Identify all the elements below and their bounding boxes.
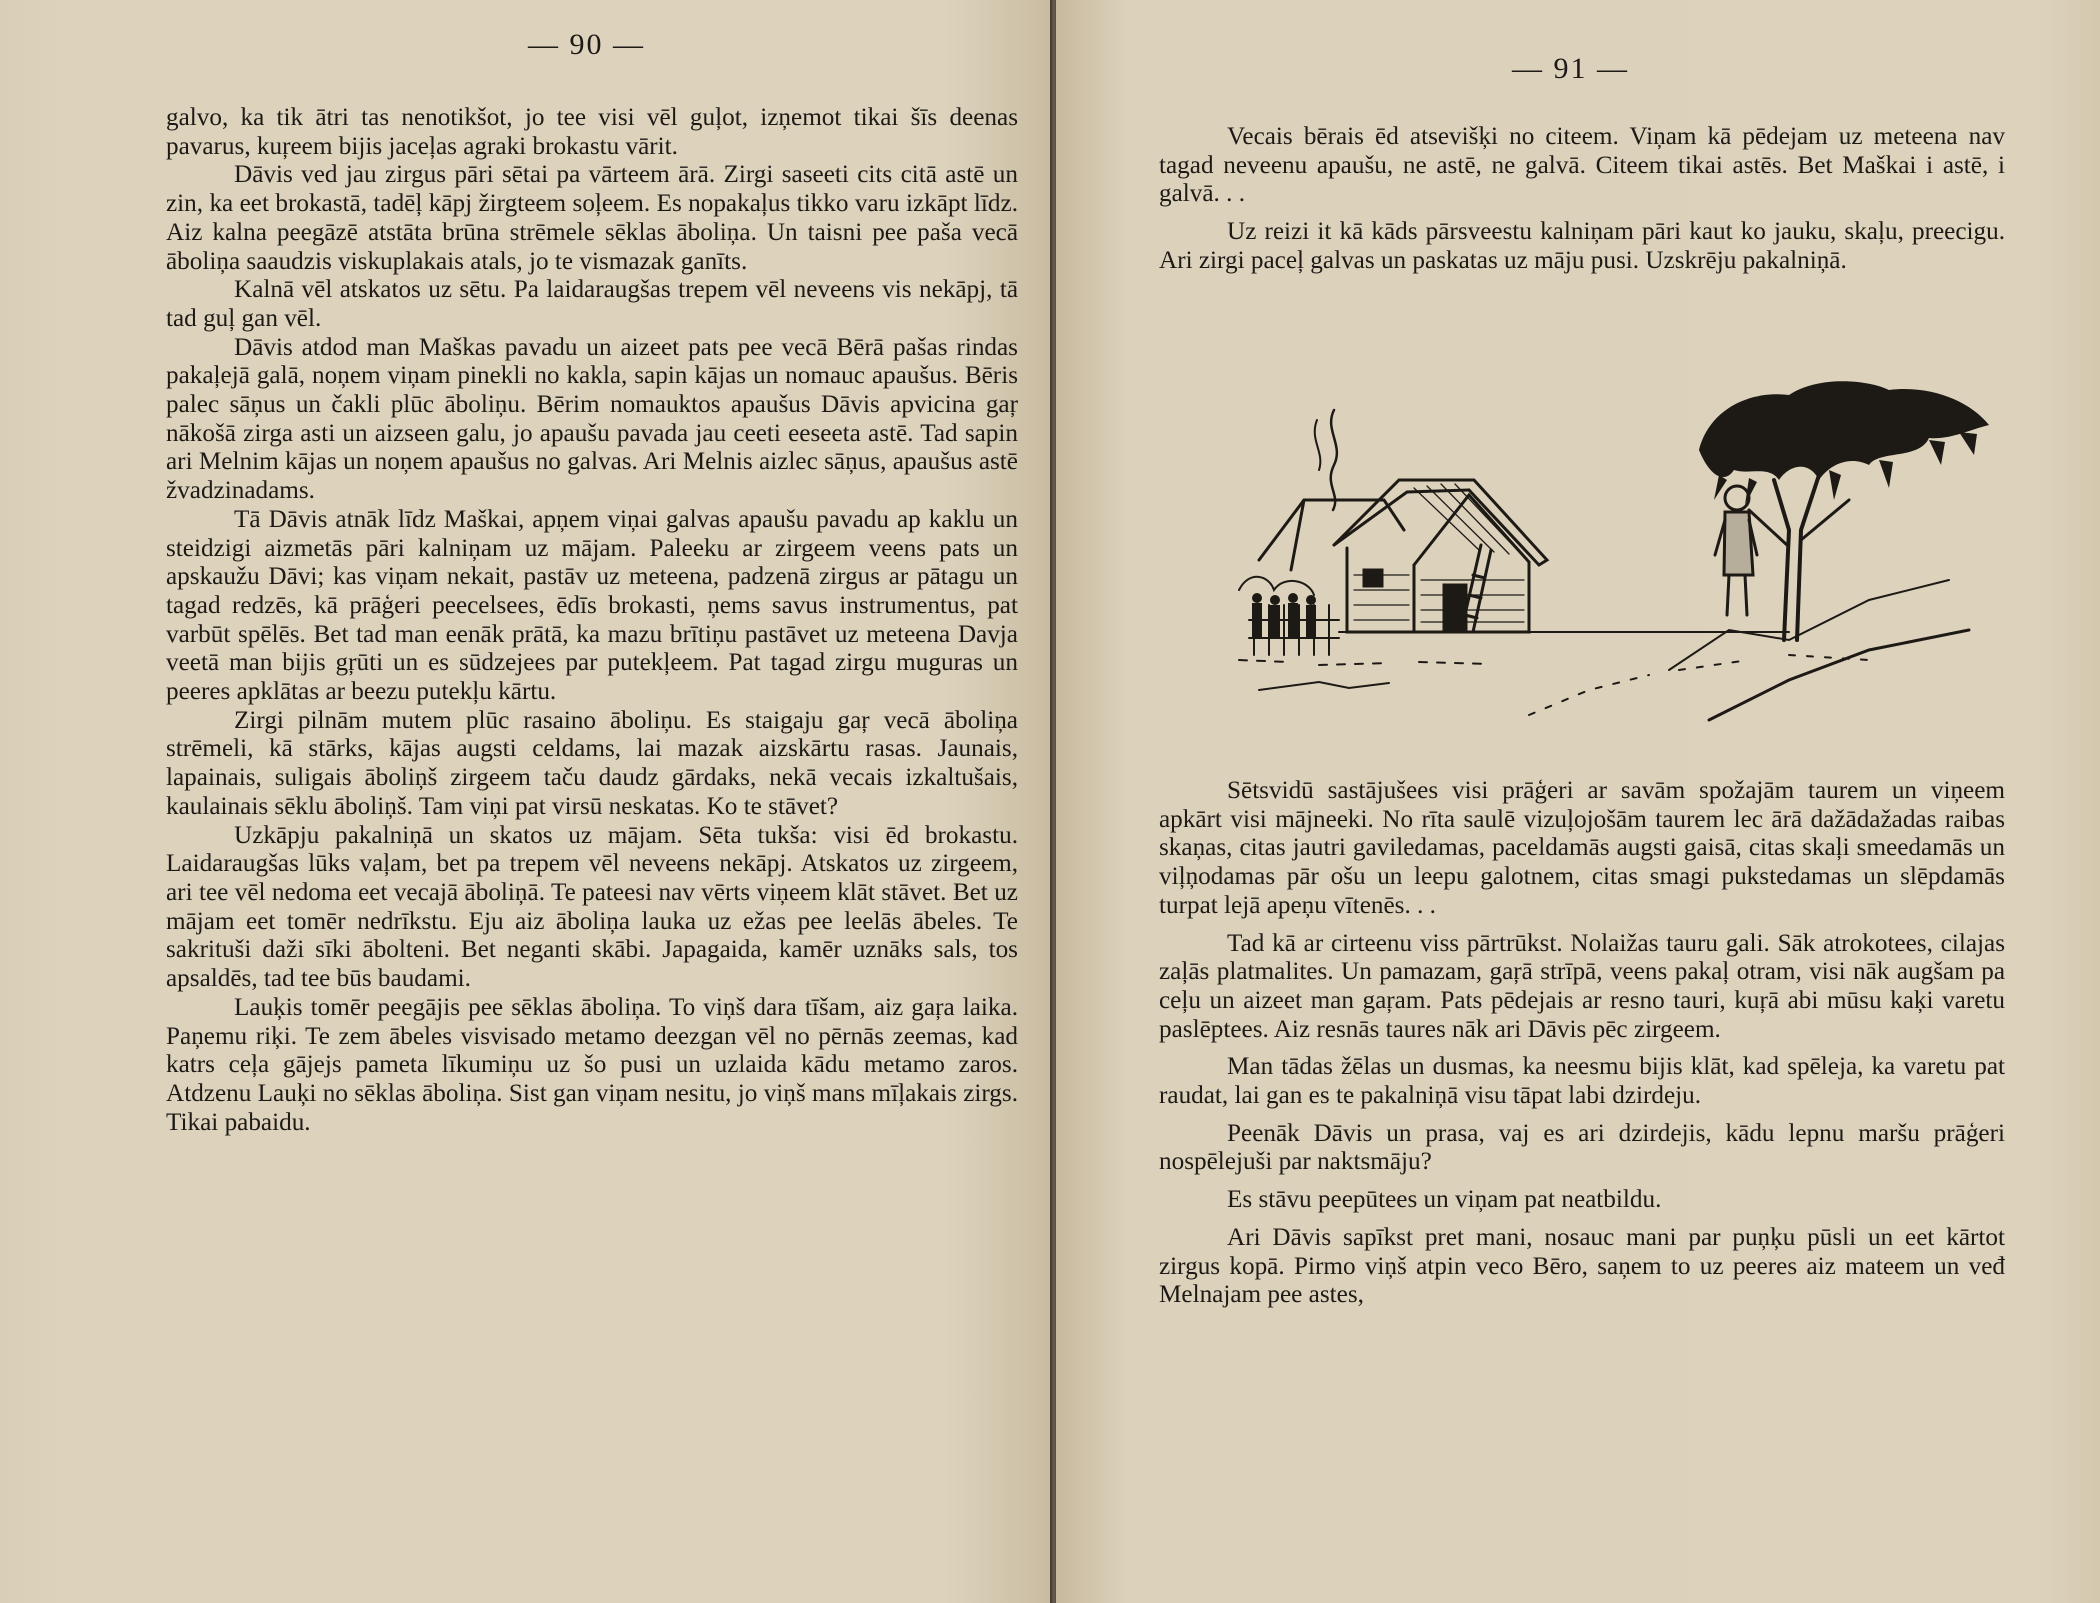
right-page-text-bottom bbox=[1159, 777, 2005, 1310]
left-page-text bbox=[166, 104, 1018, 1137]
right-page-text-top bbox=[1159, 123, 2005, 276]
paragraph: Zirgi pilnām mutem plūc rasaino āboliņu. Es staigaju gaŗ vecā āboliņa strēmeli, kā stārks, kājas augsti celdams, lai mazak aizskārtu rasas. Jaunais, lapainais, suligais āboliņš zirgeem taču daudz gārdaks, nekā vecais izkaltušais, kaulainais sēklu āboliņš. Tam viņi pat virsū neskatas. Ko te stāvet? bbox=[166, 706, 1018, 820]
paragraph: Vecais bērais ēd atsevišķi no citeem. Viņam kā pēdejam uz meteena nav tagad neveenu apaušu, ne astē, ne galvā. Citeem tikai astēs. Bet Maškai i astē, i galvā. . . bbox=[1159, 123, 2005, 208]
page-number-right: — 91 — bbox=[1512, 52, 1629, 85]
paragraph: Uzkāpju pakalniņā un skatos uz mājam. Sēta tukša: visi ēd brokastu. Laidaraugšas lūks vaļam, bet pa trepem vēl neveens nekāpj. Atskatos uz zirgeem, ari tee vēl nedoma eet vecajā āboliņā. Te pateesi nav vērts viņeem klāt stāvet. Bet uz mājam eet tomēr nedrīkstu. Eju aiz āboliņa lauka uz ežas pee leelās ābeles. Te sakrituši daži sīki ābolteni. Bet neganti skābi. Japagaida, kamēr uznāks sals, tos apsaldēs, tad tee būs baudami. bbox=[166, 821, 1018, 993]
paragraph: Ari Dāvis sapīkst pret mani, nosauc mani par puņķu pūsli un eet kārtot zirgus kopā. Pirmo viņš atpin veco Bēro, saņem to uz peeres aiz mateem un veđ Melnajam pee astes, bbox=[1159, 1223, 2005, 1309]
paragraph: Lauķis tomēr peegājis pee sēklas āboliņa. To viņš dara tīšam, aiz gaŗa laika. Paņemu riķi. Te zem ābeles visvisado metamo deezgan vēl no pērnās zeemas, kad katrs ceļa gājejs pameta līkumiņu uz šo pusi un uzlaida kādu metamo zaros. Atdzenu Lauķi no sēklas āboliņa. Sist gan viņam nesitu, jo viņš mans mīļakais zirgs. Tikai pabaidu. bbox=[166, 993, 1018, 1136]
paragraph: Tā Dāvis atnāk līdz Maškai, apņem viņai galvas apaušu pavadu ap kaklu un steidzigi aizmetās pāri kalniņam uz mājam. Paleeku ar zirgeem veens pats un apskaužu Dāvi; kas viņam nekait, pastāv uz meteena, padzenā zirgus ar pātagu un tagad redzēs, kā prāģeri peecelsees, ēdīs brokasti, ņems savus instrumentus, pat varbūt spēlēs. Bet tad man eenāk prātā, ka mazu brītiņu pastāvet uz meteena Davja veetā man bijis gŗūti un es sūdzejees par putekļeem. Pat tagad zirgu muguras un peeres apklātas ar beezu putekļu kārtu. bbox=[166, 505, 1018, 706]
paragraph: Kalnā vēl atskatos uz sētu. Pa laidaraugšas trepem vēl neveens vis nekāpj, tā tad guļ gan vēl. bbox=[166, 276, 1018, 332]
paragraph: Es stāvu peepūtees un viņam pat neatbildu. bbox=[1227, 1186, 1662, 1214]
page-number-left: — 90 — bbox=[528, 28, 645, 61]
paragraph: Sētsvidū sastājušees visi prāģeri ar savām spožajām taurem un viņeem apkārt visi mājneeki. No rīta saulē vizuļojošām taurem lec ārā dažādažadas raibas skaņas, citas jautri gaviledamas, paceldamās augsti gaisā, citas skaļi smeedamās un viļņodamas pār ošu un leepu galotnem, citas smagi pukstedamas un slēpdamās turpat lejā apeņu vītenēs. . . bbox=[1159, 777, 2005, 919]
paragraph: galvo, ka tik ātri tas nenotikšot, jo tee visi vēl guļot, izņemot tikai šīs deenas pavarus, kuŗeem bijis jaceļas agraki brokastu vārit. bbox=[166, 104, 1018, 160]
paragraph: Man tādas žēlas un dusmas, ka neesmu bijis klāt, kad spēleja, ka varetu pat raudat, lai gan es te pakalniņā visu tāpat labi dzirdeju. bbox=[1159, 1053, 2005, 1110]
right-page bbox=[1056, 0, 2100, 1603]
paragraph: Dāvis atdod man Maškas pavadu un aizeet pats pee vecā Bērā pašas rindas pakaļejā galā, noņem viņam pinekli no kakla, sapin kājas un nomauc apaušus. Bēris palec sāņus un čakli plūc āboliņu. Bērim nomauktos apaušus Dāvis apvicina gaŗ nākošā zirga asti un aizseen galu, jo apaušu pavada jau ceeti eeseeta astē. Tad sapin ari Melnim kājas un noņem apaušus no galvas. Ari Melnis aizlec sāņus, apaušus astē žvadzinadams. bbox=[166, 333, 1018, 505]
farmhouse-illustration bbox=[1229, 370, 2009, 730]
paragraph: Tad kā ar cirteenu viss pārtrūkst. Nolaižas tauru gali. Sāk atrokotees, cilajas zaļās platmalites. Un pamazam, gaŗā strīpā, veens pakaļ otram, visi nāk augšam pa ceļu un aizeet man gaŗam. Pats pēdejais ar resno tauri, kuŗā abi mūsu kaķi varetu paslēptees. Aiz resnās taures nāk ari Dāvis pēc zirgeem. bbox=[1159, 929, 2005, 1043]
paragraph: Dāvis ved jau zirgus pāri sētai pa vārteem ārā. Zirgi saseeti cits citā astē un zin, ka eet brokastā, tadēļ kāpj žirgteem soļeem. Es nopakaļus tikko varu izkāpt līdz. Aiz kalna peegāzē atstāta brūna strēmele sēklas āboliņa. Un taisni pee paša vecā āboliņa saaudzis viskuplakais atals, jo te vismazak ganīts. bbox=[166, 161, 1018, 275]
paragraph: Uz reizi it kā kāds pārsveestu kalniņam pāri kaut ko jauku, skaļu, preecigu. Ari zirgi paceļ galvas un paskatas uz māju pusi. Uzskrēju pakalniņā. bbox=[1159, 218, 2005, 274]
paragraph: Peenāk Dāvis un prasa, vaj es ari dzirdejis, kādu lepnu maršu prāģeri nospēlejuši par naktsmāju? bbox=[1159, 1119, 2005, 1176]
